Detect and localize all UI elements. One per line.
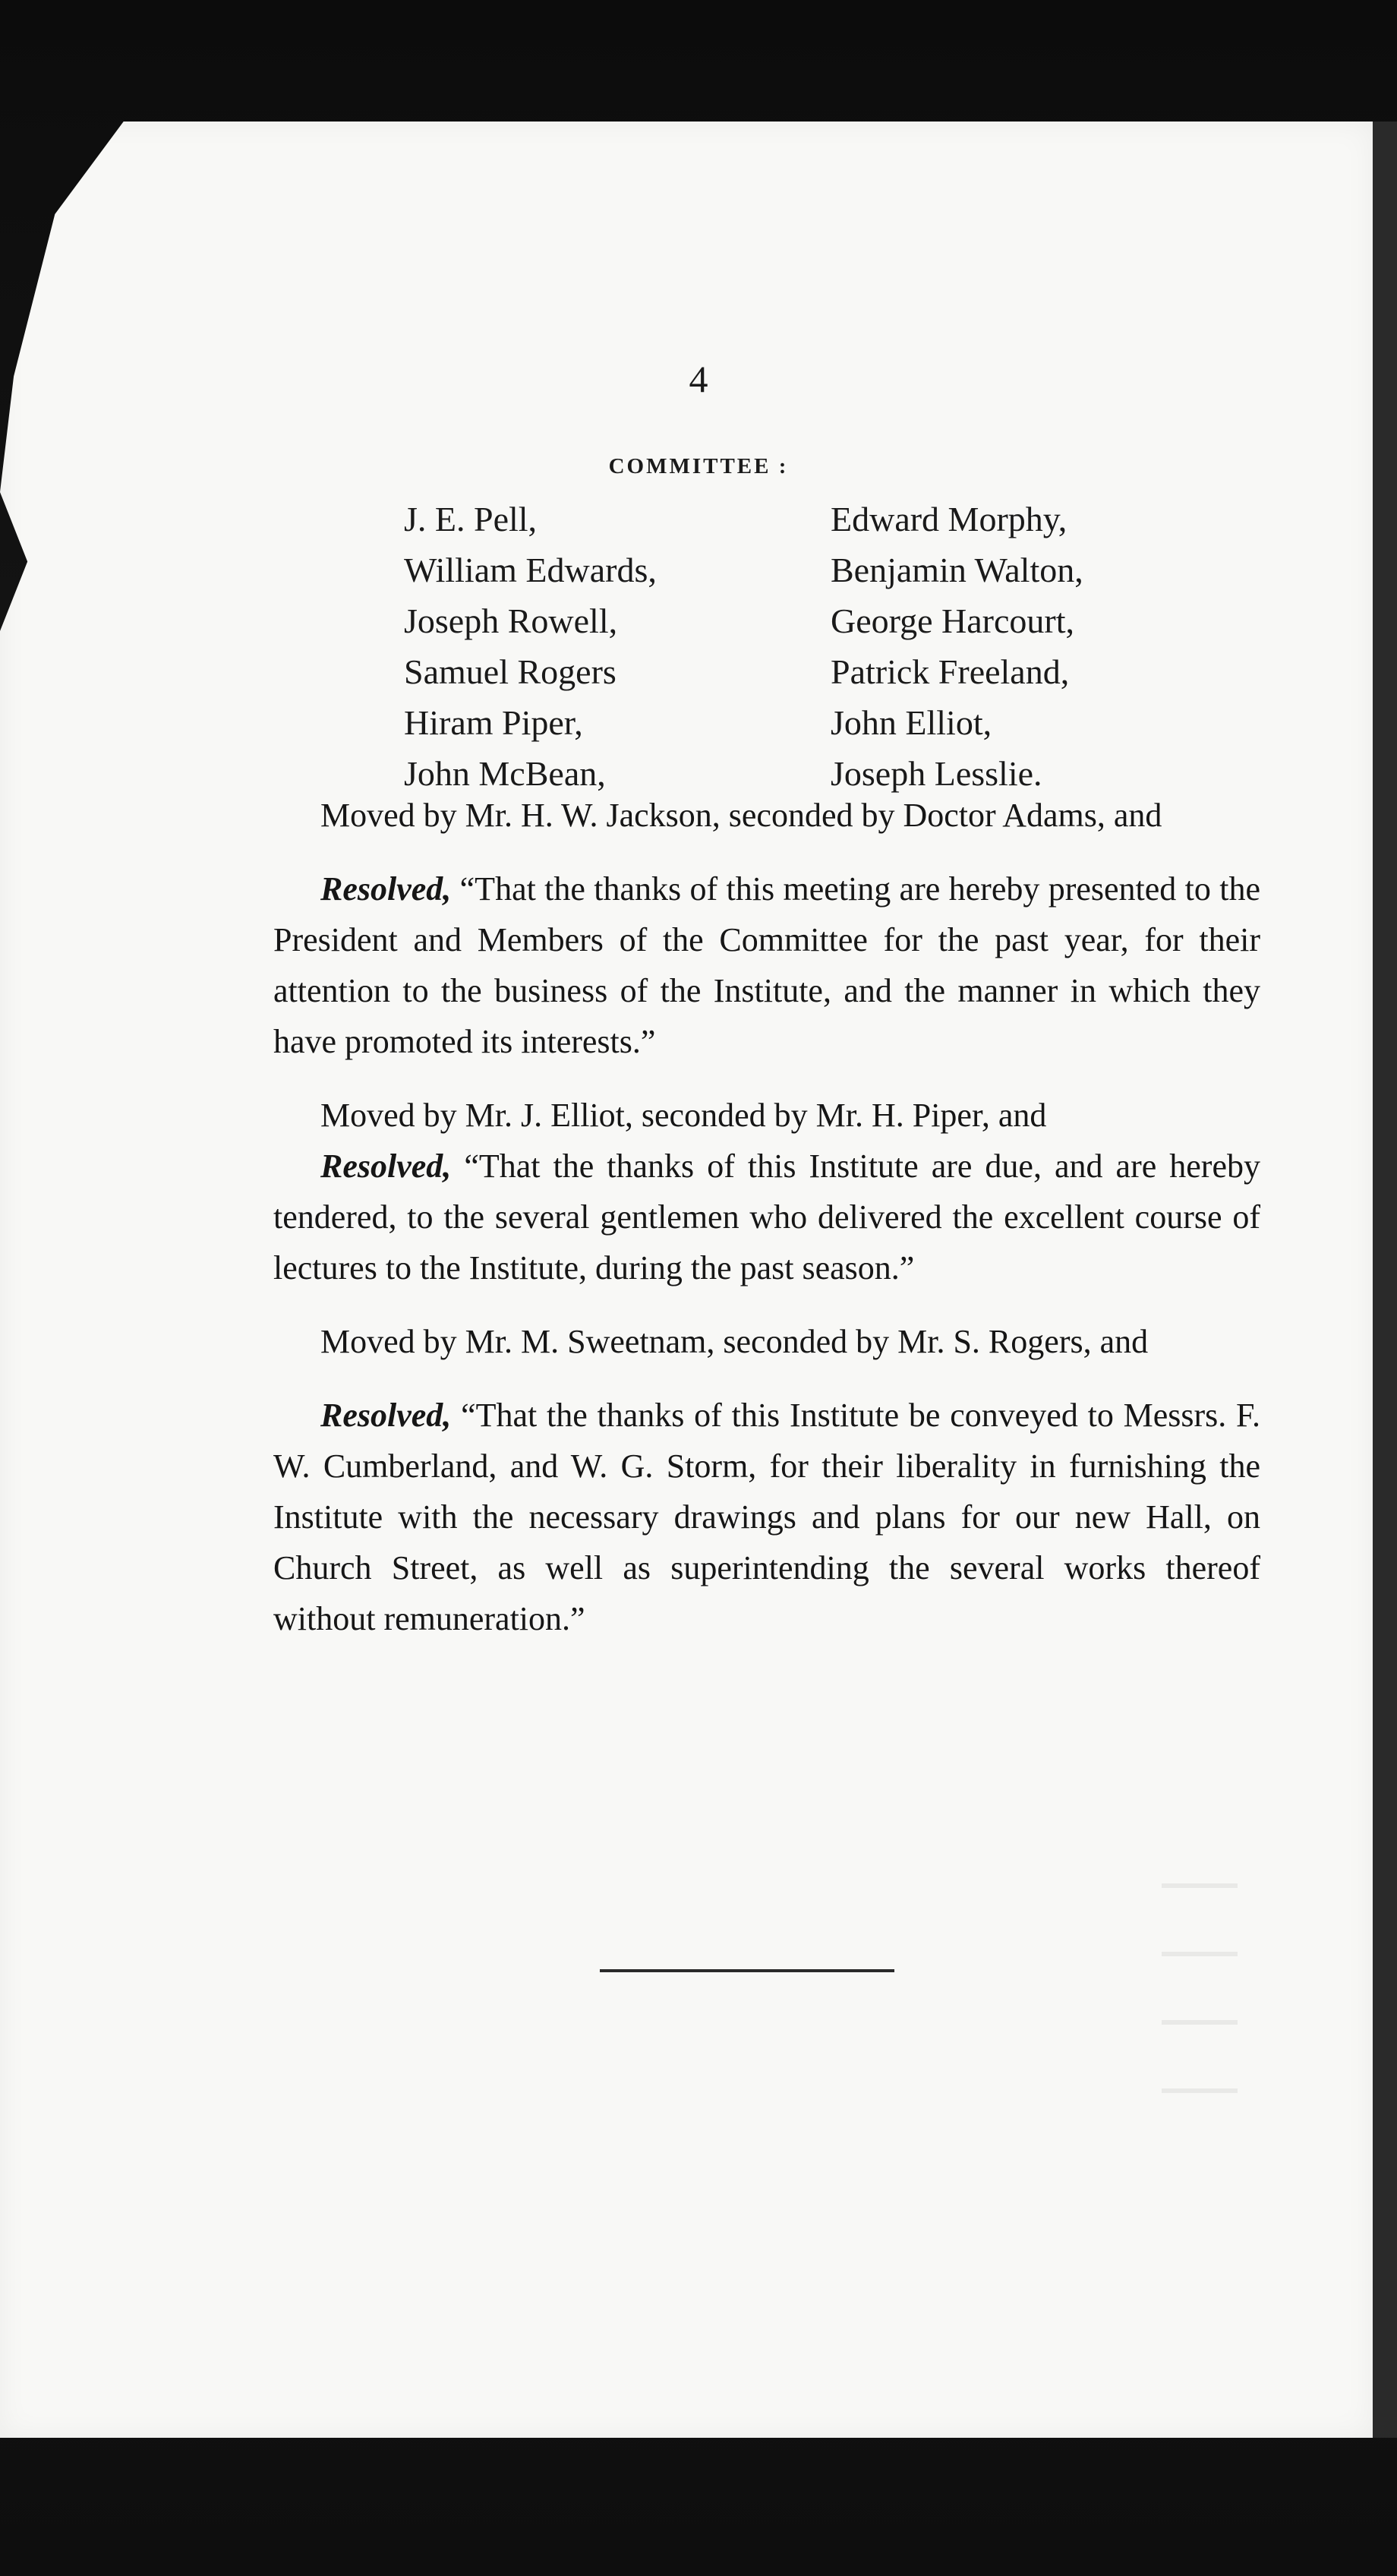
paragraph-text: Moved by Mr. J. Elliot, seconded by Mr. H. Piper, and bbox=[320, 1097, 1047, 1134]
end-divider-rule bbox=[600, 1969, 894, 1972]
resolved-label: Resolved, bbox=[320, 870, 452, 908]
committee-member: John McBean, bbox=[404, 754, 606, 793]
paragraph-text: “That the thanks of this Institute be conveyed to Messrs. F. W. Cumberland, and W. G. Storm, for their liberality in furnishing the Institute with the necessary drawings and plans for our new Hall, on Church Street, as well as superintending the several works thereof without remuneration.” bbox=[273, 1397, 1260, 1637]
resolved-label: Resolved, bbox=[320, 1397, 452, 1434]
committee-member: William Edwards, bbox=[404, 551, 657, 589]
committee-member: George Harcourt, bbox=[831, 601, 1075, 640]
paragraph-text: “That the thanks of this meeting are hereby presented to the President and Members of the Committee for the past year, for their attention to the business of the Institute, and the manner in which they have promoted its interests.” bbox=[273, 870, 1260, 1060]
paragraph-text: Moved by Mr. H. W. Jackson, seconded by Doctor Adams, and bbox=[320, 797, 1162, 834]
committee-member: John Elliot, bbox=[831, 703, 992, 742]
committee-member: Hiram Piper, bbox=[404, 703, 583, 742]
committee-member: Joseph Rowell, bbox=[404, 601, 618, 640]
committee-member: Samuel Rogers bbox=[404, 652, 617, 691]
committee-names-right-column bbox=[831, 494, 1083, 799]
committee-member: Joseph Lesslie. bbox=[831, 754, 1042, 793]
committee-member: Edward Morphy, bbox=[831, 500, 1067, 538]
committee-member: Benjamin Walton, bbox=[831, 551, 1083, 589]
committee-names-left-column bbox=[404, 494, 657, 799]
bleed-through-mark bbox=[1162, 2088, 1238, 2093]
motion-paragraph bbox=[273, 1316, 1260, 1367]
committee-member: J. E. Pell, bbox=[404, 500, 538, 538]
bleed-through-mark bbox=[1162, 1883, 1238, 1888]
resolution-paragraph bbox=[273, 863, 1260, 1067]
resolution-paragraph bbox=[273, 1390, 1260, 1644]
motion-paragraph bbox=[273, 1090, 1260, 1141]
paragraph-text: “That the thanks of this Institute are due, and are hereby tendered, to the several gentlemen who delivered the excellent course of lectures to the Institute, during the past season.” bbox=[273, 1148, 1260, 1286]
committee-heading: COMMITTEE : bbox=[608, 454, 789, 478]
minutes-body bbox=[273, 790, 1260, 1644]
page-number: 4 bbox=[689, 358, 708, 400]
motion-paragraph bbox=[273, 790, 1260, 841]
committee-member: Patrick Freeland, bbox=[831, 652, 1070, 691]
bleed-through-mark bbox=[1162, 1952, 1238, 1956]
resolved-label: Resolved, bbox=[320, 1148, 452, 1185]
bleed-through-mark bbox=[1162, 2020, 1238, 2025]
paragraph-text: Moved by Mr. M. Sweetnam, seconded by Mr. S. Rogers, and bbox=[320, 1323, 1149, 1360]
resolution-paragraph bbox=[273, 1141, 1260, 1293]
